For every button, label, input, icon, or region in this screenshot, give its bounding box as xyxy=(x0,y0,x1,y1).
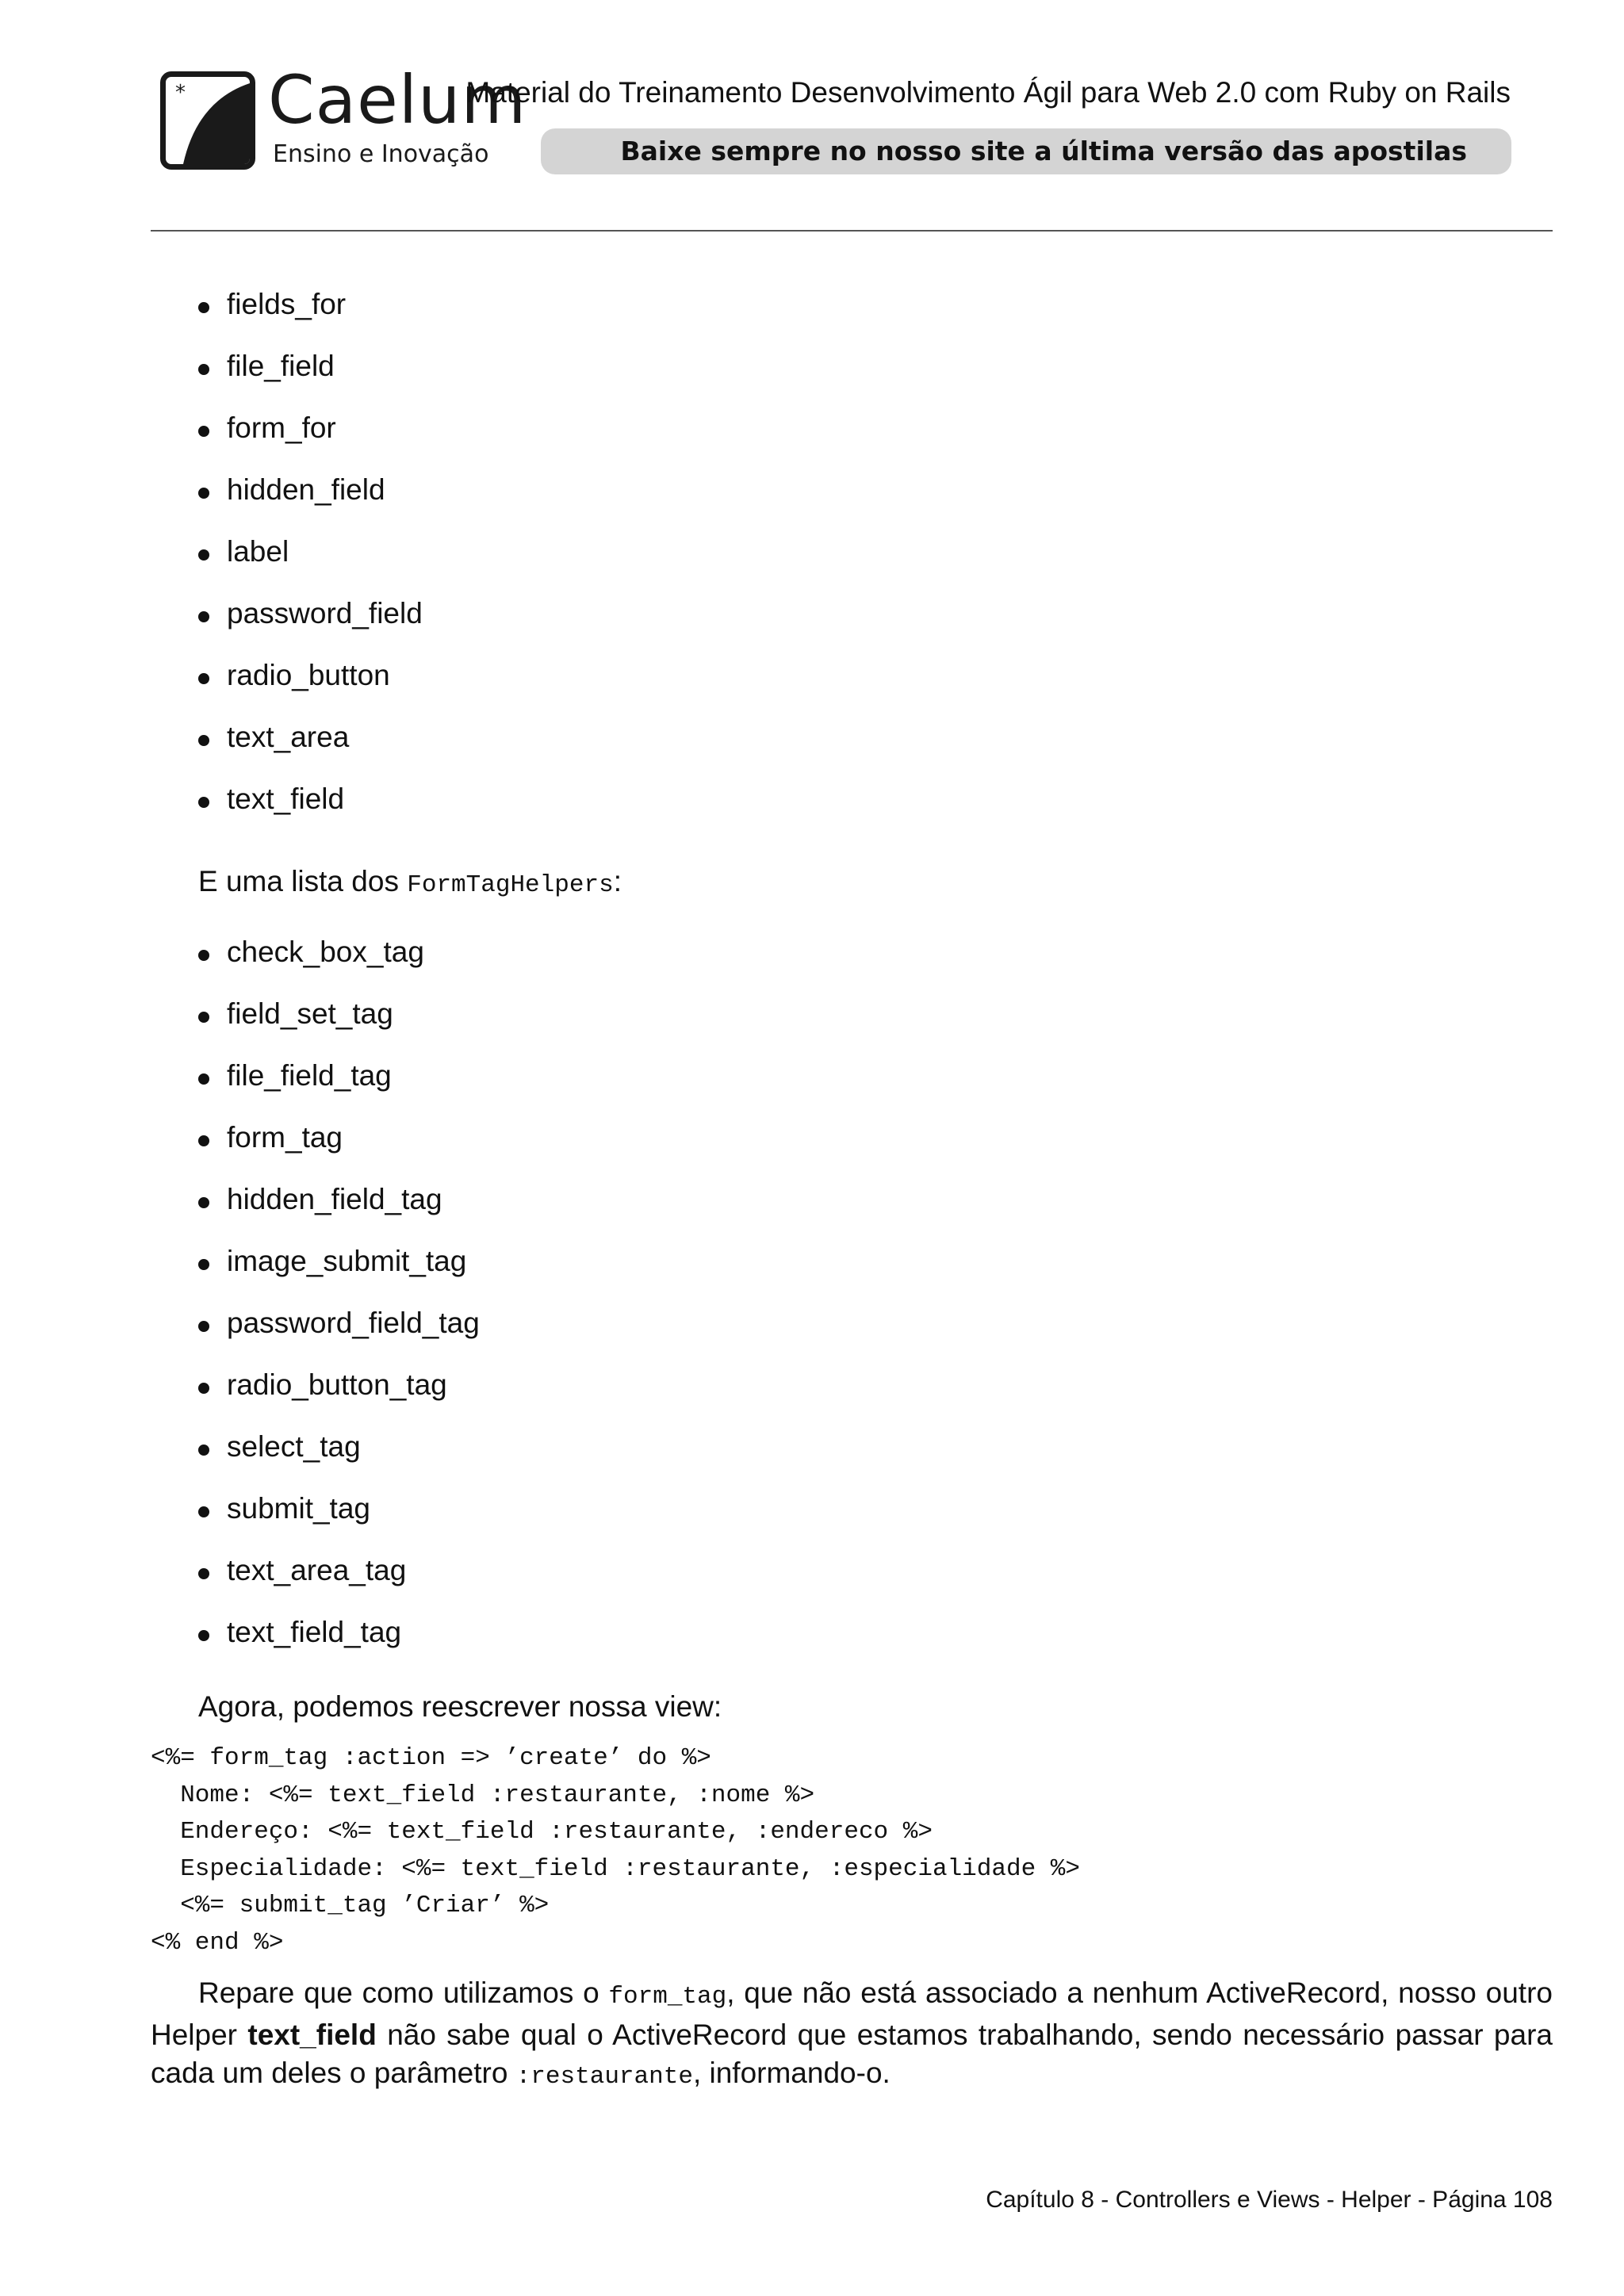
list-item: file_field xyxy=(151,346,1553,408)
code-line: Especialidade: <%= text_field :restaurante, :especialidade %> xyxy=(151,1854,1080,1883)
header-divider xyxy=(151,230,1553,232)
code-line: <%= form_tag :action => ’create’ do %> xyxy=(151,1744,711,1772)
closing-part1: Repare que como utilizamos o xyxy=(198,1976,609,2009)
download-banner xyxy=(541,128,1511,174)
list-item: label xyxy=(151,531,1553,593)
list-item: submit_tag xyxy=(151,1488,1553,1550)
caelum-logo xyxy=(157,61,527,181)
list-item: password_field xyxy=(151,593,1553,655)
list-item: password_field_tag xyxy=(151,1303,1553,1364)
list-item: file_field_tag xyxy=(151,1055,1553,1117)
form-tag-helpers-list xyxy=(151,932,1553,1674)
closing-part3: não sabe qual o ActiveRecord que estamos trabalhando, sendo necessário passar para cada um deles o parâmetro xyxy=(151,2019,1553,2089)
code-line: Endereço: <%= text_field :restaurante, :endereco %> xyxy=(151,1818,933,1846)
list-item: text_area xyxy=(151,717,1553,779)
closing-part2: , que não está associado a nenhum ActiveRecord, nosso outro Helper xyxy=(151,1976,1553,2051)
list-item: hidden_field_tag xyxy=(151,1179,1553,1241)
list-item: form_for xyxy=(151,408,1553,469)
list-item: radio_button xyxy=(151,655,1553,717)
intro-code: FormTagHelpers xyxy=(407,871,614,899)
document-title: Material do Treinamento Desenvolvimento Ágil para Web 2.0 com Ruby on Rails xyxy=(465,76,1511,109)
list-item: fields_for xyxy=(151,284,1553,346)
list-item: text_area_tag xyxy=(151,1550,1553,1612)
list-item: image_submit_tag xyxy=(151,1241,1553,1303)
code-block xyxy=(151,1740,1553,1961)
list-item: text_field xyxy=(151,779,1553,840)
closing-part4: , informando-o. xyxy=(692,2057,891,2089)
list-item: hidden_field xyxy=(151,469,1553,531)
closing-code2: :restaurante xyxy=(515,2063,693,2091)
list-item: select_tag xyxy=(151,1426,1553,1488)
intro-prefix: E uma lista dos xyxy=(198,865,408,897)
form-tag-helpers-intro xyxy=(151,863,1553,905)
view-intro: Agora, podemos reescrever nossa view: xyxy=(198,1690,722,1723)
code-line: Nome: <%= text_field :restaurante, :nome %> xyxy=(151,1781,815,1809)
code-line: <%= submit_tag ’Criar’ %> xyxy=(151,1892,550,1919)
list-item: field_set_tag xyxy=(151,993,1553,1055)
list-item: radio_button_tag xyxy=(151,1364,1553,1426)
download-banner-text: Baixe sempre no nosso site a última versão das apostilas xyxy=(620,136,1467,166)
intro-suffix: : xyxy=(613,865,622,897)
list-item: form_tag xyxy=(151,1117,1553,1179)
page-footer: Capítulo 8 - Controllers e Views - Helper - Página 108 xyxy=(986,2187,1553,2213)
logo-tagline: Ensino e Inovação xyxy=(273,140,489,168)
code-line: <% end %> xyxy=(151,1928,284,1957)
closing-paragraph xyxy=(151,1974,1553,2096)
list-item: text_field_tag xyxy=(151,1612,1553,1674)
closing-code1: form_tag xyxy=(608,1983,727,2011)
logo-mark-icon xyxy=(160,71,255,170)
closing-bold: text_field xyxy=(247,2019,377,2051)
svg-text:*: * xyxy=(175,81,186,105)
form-helpers-list xyxy=(151,284,1553,840)
page-content xyxy=(151,284,1553,2096)
list-item: check_box_tag xyxy=(151,932,1553,993)
logo-wordmark: Caelum xyxy=(268,61,527,139)
